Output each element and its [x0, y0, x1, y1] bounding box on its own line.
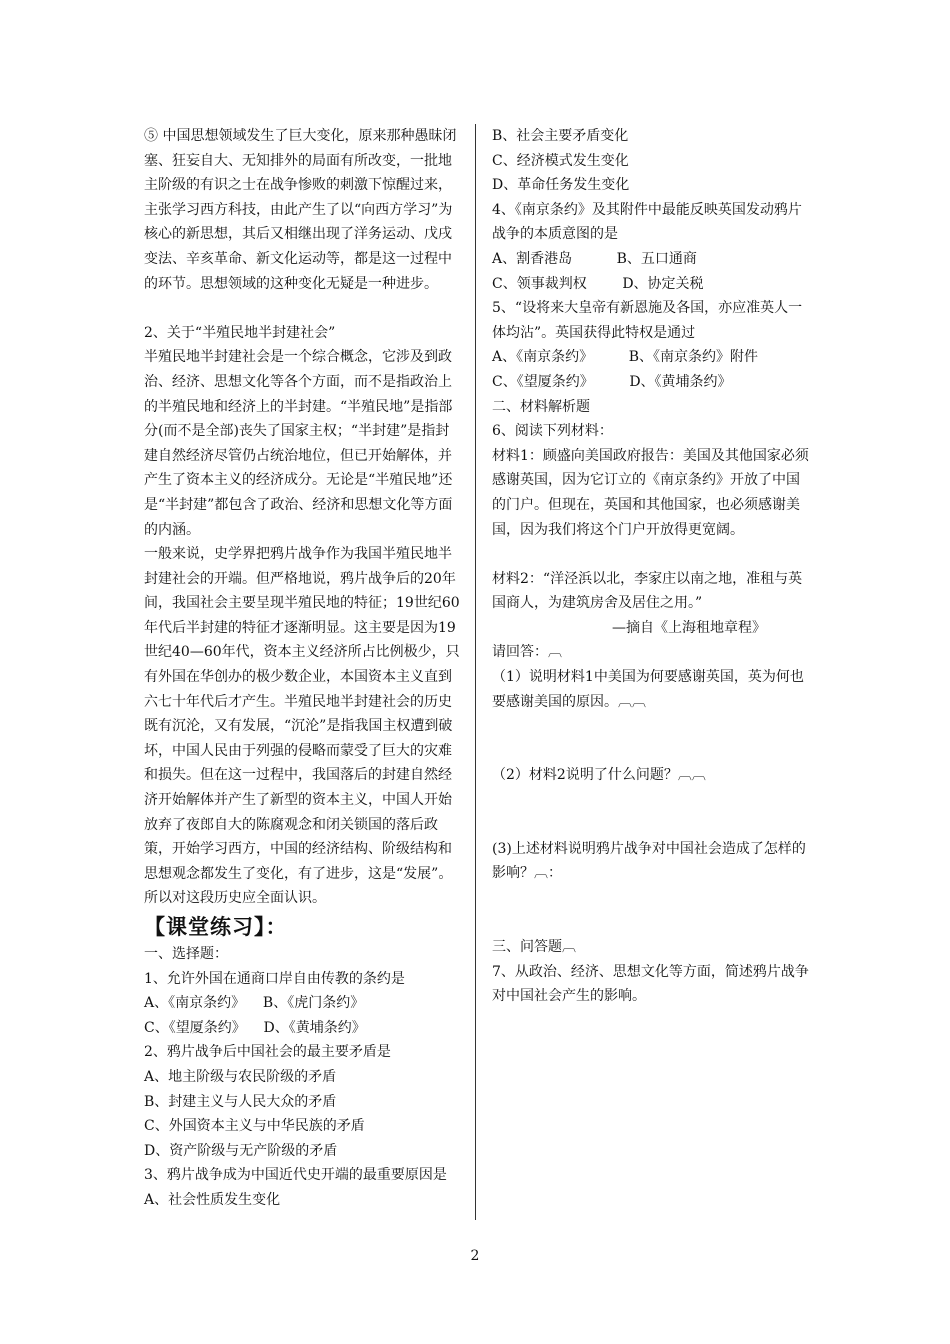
question-4-options-ab: A、割香港岛 B、五口通商: [492, 250, 697, 267]
material-1: 材料1：顾盛向美国政府报告：美国及其他国家必须感谢英国，因为它订立的《南京条约》开放了中国的门户。但现在，英国和其他国家，也必须感谢美国，因为我们将这个门户开放得更宽阔。: [492, 447, 809, 538]
question-2-option-d: D、资产阶级与无产阶级的矛盾: [144, 1142, 338, 1159]
question-2-option-b: B、封建主义与人民大众的矛盾: [144, 1093, 337, 1110]
practice-heading: 【课堂练习】：: [144, 914, 288, 939]
please-answer: 请回答：︹: [492, 644, 562, 661]
question-3: 3、鸦片战争成为中国近代史开端的最重要原因是: [144, 1167, 447, 1184]
answer-space: [492, 788, 810, 837]
page-number: 2: [470, 1248, 480, 1264]
question-7: 7、从政治、经济、思想文化等方面，简述鸦片战争对中国社会产生的影响。: [492, 963, 809, 1005]
section2-paragraph2: 一般来说，史学界把鸦片战争作为我国半殖民地半封建社会的开端。但严格地说，鸦片战争后的20年间，我国社会主要呈现半殖民地的特征；19世纪60年代后半封建的特征才逐渐明显。这主要是因为19世纪40—60年代，资本主义经济所占比例极少，只有外国在华创办的极少数企业，本国资本主义直到六七十年代后才产生。半殖民地半封建社会的历史既有沉沦，又有发展，“沉沦”是指我国主权遭到破坏，中国人民由于列强的侵略而蒙受了巨大的灾难和损失。但在这一过程中，我国落后的封建自然经济开始解体并产生了新型的资本主义，中国人开始放弃了夜郎自大的陈腐观念和闭关锁国的落后政策，开始学习西方，中国的经济结构、阶级结构和思想观念都发生了变化，有了进步，这是“发展”。所以对这段历史应全面认识。: [144, 546, 460, 907]
sub-question-1: （1）说明材料1中美国为何要感谢英国，英为何也要感谢美国的原因。︹︹: [492, 669, 804, 710]
right-column: [492, 124, 810, 1009]
question-1-options-cd: C、《望厦条约》 D、《黄埔条约》: [144, 1019, 366, 1036]
part1-title: 一、选择题：: [144, 946, 228, 962]
section2-paragraph1: 半殖民地半封建社会是一个综合概念，它涉及到政治、经济、思想文化等各个方面，而不是指政治上的半殖民地和经济上的半封建。“半殖民地”是指部分(而不是全部)丧失了国家主权；“半封建”是指封建自然经济尽管仍占统治地位，但已开始解体，并产生了资本主义的经济成分。无论是“半殖民地”还是“半封建”都包含了政治、经济和思想文化等方面的内涵。: [144, 349, 453, 538]
left-column: [144, 124, 462, 1213]
answer-space: [492, 886, 810, 935]
part2-title: 二、材料解析题: [492, 398, 590, 415]
part3-title: 三、问答题︹: [492, 939, 576, 956]
spacer: [492, 542, 810, 567]
sub-question-2: （2）材料2说明了什么问题？︹︹: [492, 767, 706, 784]
question-1-options-ab: A、《南京条约》 B、《虎门条约》: [144, 995, 365, 1012]
question-2-option-c: C、外国资本主义与中华民族的矛盾: [144, 1118, 365, 1135]
question-3-option-a: A、社会性质发生变化: [144, 1191, 281, 1208]
question-3-option-c: C、经济模式发生变化: [492, 152, 629, 169]
question-6: 6、阅读下列材料：: [492, 423, 613, 440]
answer-space: [492, 714, 810, 763]
material-2: 材料2：“洋泾浜以北，李家庄以南之地，准租与英国商人，为建筑房舍及居住之用。”: [492, 570, 803, 612]
question-2-option-a: A、地主阶级与农民阶级的矛盾: [144, 1068, 337, 1085]
paragraph-item5: ⑤ 中国思想领域发生了巨大变化，原来那种愚昧闭塞、狂妄自大、无知排外的局面有所改变，一批地主阶级的有识之士在战争惨败的刺激下惊醒过来，主张学习西方科技，由此产生了以“向西方学习”为核心的新思想，其后又相继出现了洋务运动、戊戌变法、辛亥革命、新文化运动等，都是这一过程中的环节。思想领域的这种变化无疑是一种进步。: [144, 128, 457, 292]
section2-title: 2、关于“半殖民地半封建社会”: [144, 324, 336, 341]
question-3-option-d: D、革命任务发生变化: [492, 177, 630, 194]
material-2-source: —摘自《上海租地章程》: [612, 619, 766, 636]
question-2: 2、鸦片战争后中国社会的最主要矛盾是: [144, 1044, 391, 1061]
sub-question-3: (3)上述材料说明鸦片战争对中国社会造成了怎样的影响？︹：: [492, 840, 806, 882]
question-5-options-cd: C、《望厦条约》 D、《黄埔条约》: [492, 373, 732, 390]
question-5-options-ab: A、《南京条约》 B、《南京条约》附件: [492, 349, 758, 366]
question-4-options-cd: C、领事裁判权 D、协定关税: [492, 275, 704, 292]
question-1: 1、允许外国在通商口岸自由传教的条约是: [144, 970, 405, 987]
column-divider: [475, 124, 476, 1220]
question-5: 5、“设将来大皇帝有新恩施及各国，亦应准英人一体均沾”。英国获得此特权是通过: [492, 300, 803, 341]
spacer: [144, 296, 462, 321]
question-4: 4、《南京条约》及其附件中最能反映英国发动鸦片战争的本质意图的是: [492, 201, 802, 243]
question-3-option-b: B、社会主要矛盾变化: [492, 128, 629, 144]
